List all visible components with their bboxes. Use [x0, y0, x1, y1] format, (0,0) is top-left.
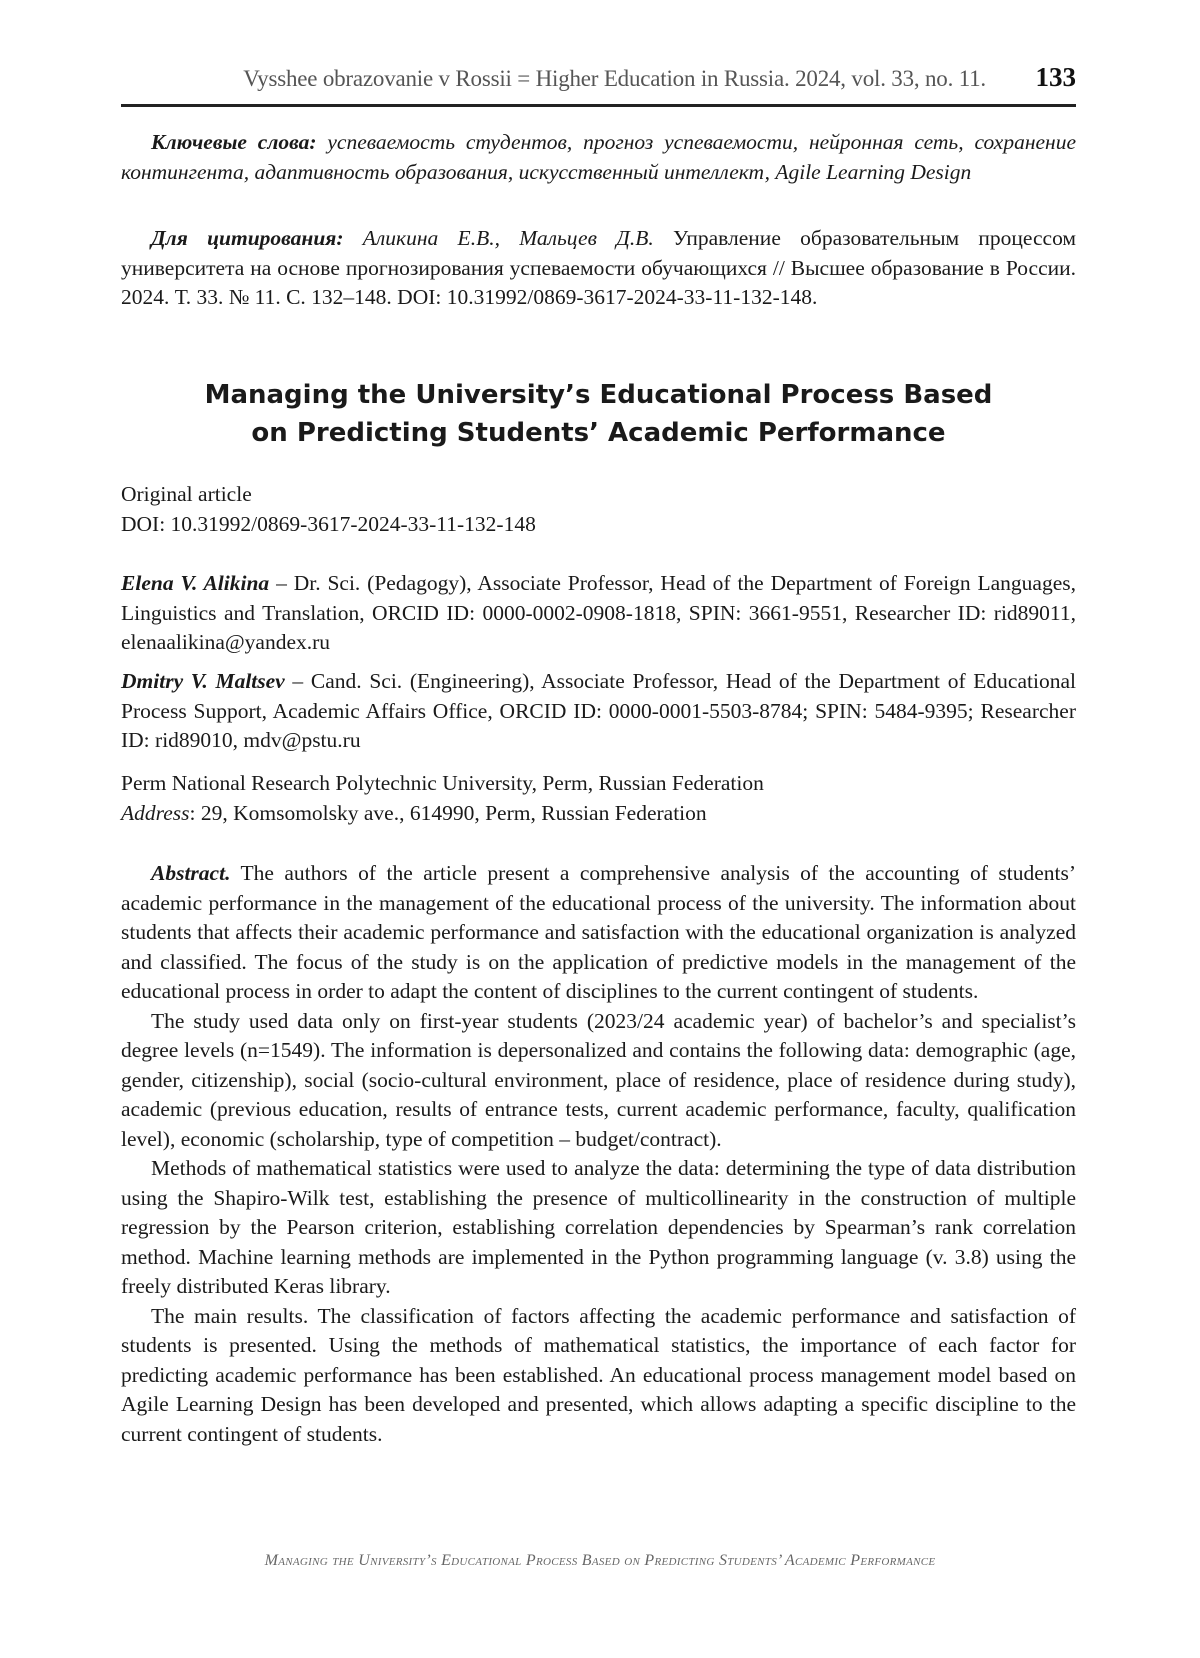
keywords [121, 128, 1076, 187]
running-footer: Managing the University’s Educational Process Based on Predicting Students’ Academic Performance [264, 1552, 936, 1569]
abstract-p2: The study used data only on first-year students (2023/24 academic year) of bachelor’s and specialist’s degree levels (n=1549). The information is depersonalized and contains the following data: demographic (age, gender, citizenship), social (socio-cultural environment, place of residence, place of residence during study), academic (previous education, results of entrance tests, current academic performance, faculty, qualification level), economic (scholarship, type of competition – budget/contract). [121, 1008, 1076, 1151]
title-line-2: on Predicting Students’ Academic Performance [251, 418, 946, 448]
author-info: – Dr. Sci. (Pedagogy), Associate Professor, Head of the Department of Foreign Languages, Linguistics and Translation, ORCID ID: 0000-0002-0908-1818, SPIN: 3661-9551, Researcher ID: rid89011, elenaalikina@yandex.ru [121, 571, 1076, 654]
address: : 29, Komsomolsky ave., 614990, Perm, Russian Federation [189, 800, 707, 825]
author-name: Dmitry V. Maltsev [121, 669, 285, 693]
abstract-p3: Methods of mathematical statistics were used to analyze the data: determining the type of data distribution using the Shapiro-Wilk test, establishing the presence of multicollinearity in the construction of multiple regression by the Pearson criterion, establishing correlation dependencies by Spearman’s rank correlation method. Machine learning methods are implemented in the Python programming language (v. 3.8) using the freely distributed Keras library. [121, 1156, 1076, 1298]
page-number: 133 [1035, 62, 1076, 92]
article-type: Original article [121, 482, 252, 506]
running-header [121, 62, 1076, 98]
address-label: Address [121, 800, 190, 825]
abstract [121, 859, 1076, 1449]
keywords-text: успеваемость студентов, прогноз успеваемости, нейронная сеть, сохранение контингента, адаптивность образования, искусственный интеллект, Agile Learning Design [121, 130, 1076, 184]
header-rule [121, 104, 1076, 107]
title-line-1: Managing the University’s Educational Process Based [204, 380, 993, 410]
citation-authors: Аликина Е.В., Мальцев Д.В. [362, 226, 654, 250]
abstract-label: Abstract. [151, 861, 231, 885]
article-title [121, 376, 1076, 452]
abstract-p4: The main results. The classification of factors affecting the academic performance and satisfaction of students is presented. Using the methods of mathematical statistics, the importance of each factor for predicting academic performance has been established. An educational process management model based on Agile Learning Design has been developed and presented, which allows adapting a specific discipline to the current contingent of students. [121, 1303, 1076, 1446]
keywords-label: Ключевые слова: [151, 130, 317, 154]
abstract-p1: The authors of the article present a comprehensive analysis of the accounting of students’ academic performance in the management of the educational process of the university. The information about students that affects their academic performance and satisfaction with the educational organization is analyzed and classified. The focus of the study is on the application of predictive models in the management of the educational process in order to adapt the content of disciplines to the current contingent of students. [121, 861, 1076, 1003]
doi: DOI: 10.31992/0869-3617-2024-33-11-132-148 [121, 511, 536, 536]
author-name: Elena V. Alikina [121, 571, 270, 595]
institution: Perm National Research Polytechnic University, Perm, Russian Federation [121, 771, 764, 795]
affiliation [121, 769, 1076, 828]
journal-name: Vysshee obrazovanie v Rossii = Higher Education in Russia. 2024, vol. 33, no. 11. [243, 66, 986, 91]
citation-label: Для цитирования: [151, 226, 344, 250]
author-info: – Cand. Sci. (Engineering), Associate Professor, Head of the Department of Educational Process Support, Academic Affairs Office, ORCID ID: 0000-0001-5503-8784; SPIN: 5484-9395; Researcher ID: rid89010, mdv@pstu.ru [121, 669, 1076, 752]
article-meta [121, 480, 1076, 539]
author-1 [121, 569, 1076, 658]
citation-text: Управление образовательным процессом университета на основе прогнозирования успеваемости обучающихся // Высшее образование в России. 2024. Т. 33. № 11. С. 132–148. DOI: 10.31992/0869-3617-2024-33-11-132-148. [121, 226, 1077, 309]
author-2 [121, 667, 1076, 756]
citation [121, 224, 1076, 313]
